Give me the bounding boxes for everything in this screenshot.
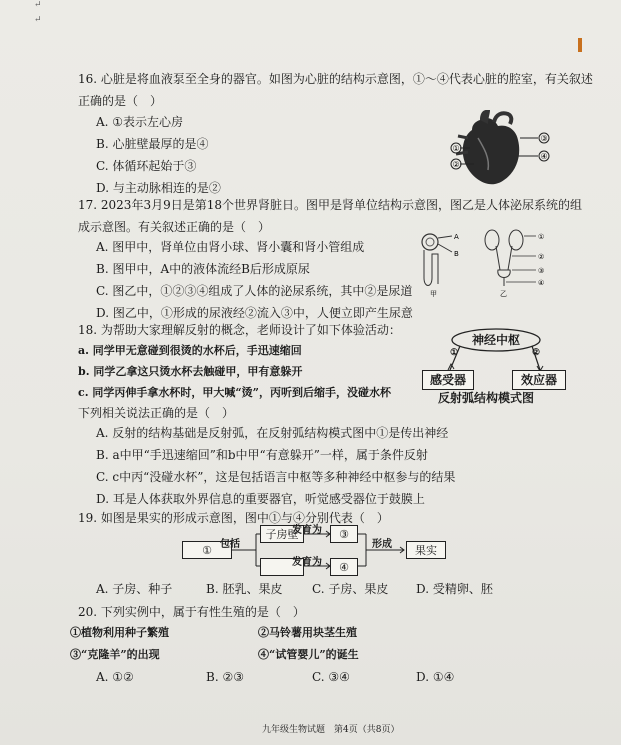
paragraph-mark: ↵ — [34, 15, 42, 25]
flow-develop-label-1: 发育为 — [292, 525, 322, 536]
q18-option-b: B. a中甲“手迅速缩回”和b中甲“有意躲开”一样，属于条件反射 — [96, 448, 428, 462]
q18-option-c: C. c中丙“没碰水杯”，这是包括语言中枢等多种神经中枢参与的结果 — [96, 470, 456, 484]
reflex-label-1: ① — [450, 348, 459, 358]
q20-item-1: ①植物利用种子繁殖 — [70, 626, 169, 639]
q17-option-c: C. 图乙中，①②③④组成了人体的泌尿系统，其中②是尿道 — [96, 284, 413, 298]
q17-option-d: D. 图乙中，①形成的尿液经②流入③中，人便立即产生尿意 — [96, 306, 413, 320]
q20-item-2: ②马铃薯用块茎生殖 — [258, 626, 357, 639]
q18-ask: 下列相关说法正确的是（ ） — [78, 406, 235, 420]
q16-option-d: D. 与主动脉相连的是② — [96, 181, 221, 195]
q20-option-c: C. ③④ — [312, 670, 350, 684]
fig-yi-caption: 乙 — [500, 290, 507, 298]
q19-option-a: A. 子房、种子 — [96, 582, 173, 596]
reflex-label-2: ② — [532, 348, 541, 358]
q16-option-b: B. 心脏壁最厚的是④ — [96, 137, 209, 151]
reflex-caption: 反射弧结构模式图 — [438, 391, 535, 405]
q18-stem: 18. 为帮助大家理解反射的概念，老师设计了如下体验活动： — [78, 323, 401, 337]
flow-box-4: ④ — [330, 558, 358, 576]
flow-box-1: ① — [182, 541, 232, 559]
heart-label-3: ③ — [540, 134, 548, 143]
receptor-box: 感受器 — [422, 370, 474, 390]
urinary-label-4: ④ — [538, 279, 545, 287]
q19-option-d: D. 受精卵、胚 — [416, 582, 493, 596]
flow-box-ovary-wall: 子房壁 — [260, 525, 304, 543]
q16-option-a: A. ①表示左心房 — [96, 115, 184, 129]
fig-jia-caption: 甲 — [430, 290, 437, 298]
flow-develop-label-2: 发育为 — [292, 557, 322, 568]
q16-stem-line2: 正确的是（ ） — [78, 94, 163, 108]
nephron-label-a: A — [454, 233, 459, 241]
q20-option-d: D. ①④ — [416, 670, 455, 684]
urinary-label-2: ② — [538, 253, 545, 261]
effector-box: 效应器 — [512, 370, 566, 390]
heart-label-4: ④ — [540, 152, 548, 161]
paragraph-mark: ↵ — [34, 0, 42, 10]
fruit-formation-flowchart — [180, 524, 450, 576]
q18-activity-a: a. 同学甲无意碰到很烫的水杯后，手迅速缩回 — [78, 344, 302, 357]
flow-include-label: 包括 — [220, 539, 240, 550]
flow-box-3: ③ — [330, 525, 358, 543]
q20-item-3: ③“克隆羊”的出现 — [70, 648, 160, 661]
page-footer: 九年级生物试题 第4页（共8页） — [262, 725, 400, 735]
q17-option-b: B. 图甲中，A中的液体流经B后形成原尿 — [96, 262, 310, 276]
margin-tab — [578, 38, 582, 52]
q18-option-a: A. 反射的结构基础是反射弧，在反射弧结构模式图中①是传出神经 — [96, 426, 449, 440]
q17-option-a: A. 图甲中，肾单位由肾小球、肾小囊和肾小管组成 — [96, 240, 365, 254]
q20-stem: 20. 下列实例中，属于有性生殖的是（ ） — [78, 605, 305, 619]
q17-stem-line2: 成示意图。有关叙述正确的是（ ） — [78, 220, 271, 234]
heart-diagram — [450, 108, 562, 190]
q18-activity-b: b. 同学乙拿这只烫水杯去触碰甲，甲有意躲开 — [78, 365, 303, 378]
q18-option-d: D. 耳是人体获取外界信息的重要器官，听觉感受器位于鼓膜上 — [96, 492, 425, 506]
urinary-label-3: ③ — [538, 267, 545, 275]
urinary-system-diagram — [476, 226, 556, 298]
q19-stem: 19. 如图是果实的形成示意图，图中①与④分别代表（ ） — [78, 511, 389, 525]
q20-option-a: A. ①② — [96, 670, 134, 684]
q19-option-c: C. 子房、果皮 — [312, 582, 389, 596]
flow-form-label: 形成 — [372, 539, 392, 550]
flow-box-fruit: 果实 — [406, 541, 446, 559]
q20-item-4: ④“试管婴儿”的诞生 — [258, 648, 359, 661]
heart-label-2: ② — [452, 160, 460, 169]
nephron-diagram — [412, 228, 472, 298]
q16-stem-line1: 16. 心脏是将血液泵至全身的器官。如图为心脏的结构示意图，①～④代表心脏的腔室，有关叙述 — [78, 72, 593, 86]
q20-option-b: B. ②③ — [206, 670, 244, 684]
reflex-arc-diagram — [420, 328, 570, 404]
reflex-center-label: 神经中枢 — [472, 333, 521, 347]
q16-option-c: C. 体循环起始于③ — [96, 159, 197, 173]
q17-stem-line1: 17. 2023年3月9日是第18个世界肾脏日。图甲是肾单位结构示意图，图乙是人体泌尿系统的组 — [78, 198, 582, 212]
nephron-label-b: B — [454, 250, 459, 258]
heart-label-1: ① — [452, 144, 460, 153]
q19-option-b: B. 胚乳、果皮 — [206, 582, 283, 596]
urinary-label-1: ① — [538, 233, 545, 241]
q18-activity-c: c. 同学丙伸手拿水杯时，甲大喊“烫”，丙听到后缩手，没碰水杯 — [78, 386, 392, 399]
